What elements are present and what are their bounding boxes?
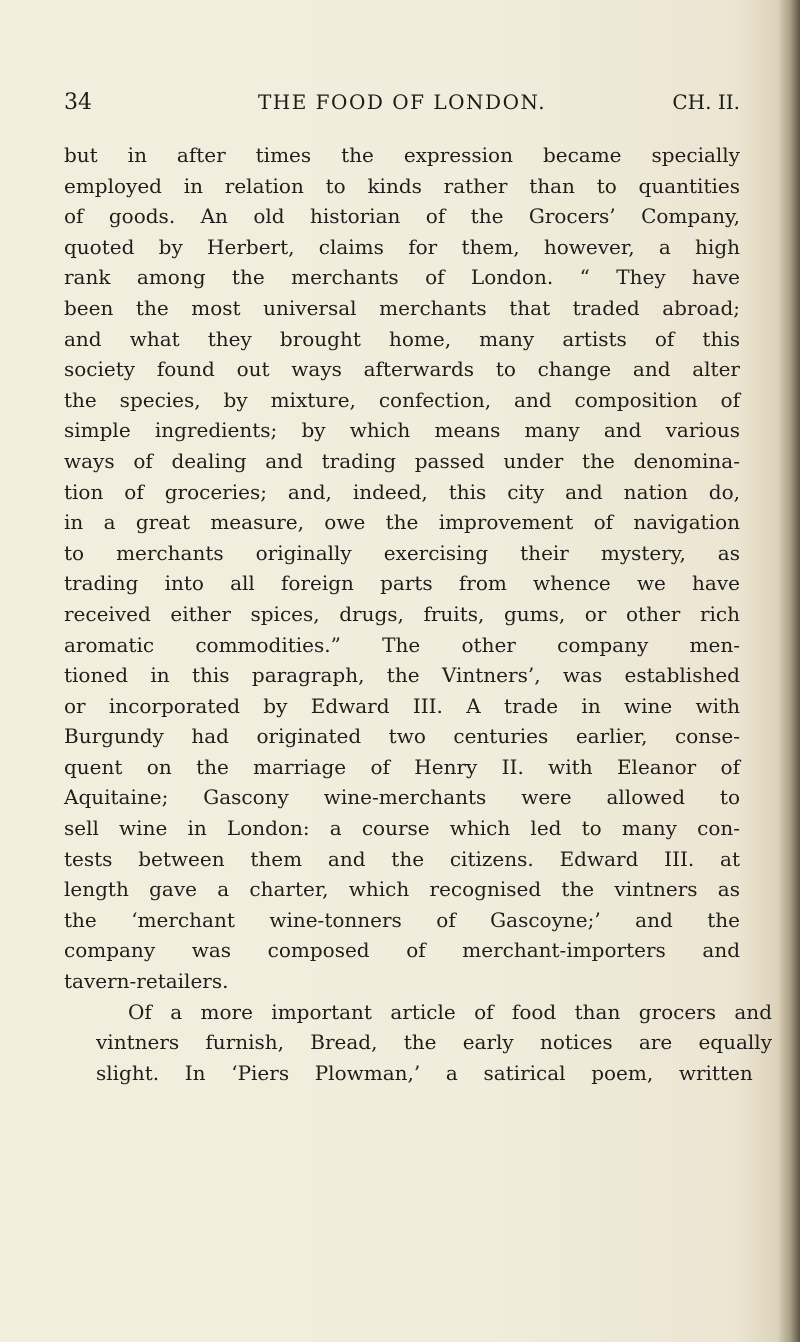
text-line: the ‘merchant wine-tonners of Gascoyne;’ and the	[64, 907, 740, 932]
text-line: sell wine in London: a course which led to many con-	[64, 816, 740, 841]
text-line: Of a more important article of food than grocers and	[128, 999, 772, 1024]
text-line: tests between them and the citizens. Edward III. at	[64, 846, 740, 871]
text-line: rank among the merchants of London. “ They have	[64, 265, 740, 290]
text-line: vintners furnish, Bread, the early notices are equally	[96, 1030, 772, 1055]
text-line: of goods. An old historian of the Grocers’ Company,	[64, 204, 740, 229]
text-line: quoted by Herbert, claims for them, however, a high	[64, 234, 740, 259]
body-text	[64, 140, 772, 1088]
text-line: ways of dealing and trading passed under the denomina-	[64, 448, 740, 473]
text-line: Burgundy had originated two centuries earlier, conse-	[64, 724, 740, 749]
running-title: THE FOOD OF LONDON.	[257, 90, 547, 114]
text-line: slight. In ‘Piers Plowman,’ a satirical poem, written	[96, 1060, 753, 1085]
text-line: employed in relation to kinds rather than to quantities	[64, 173, 740, 198]
text-line: company was composed of merchant-importers and	[64, 938, 740, 963]
text-line: length gave a charter, which recognised the vintners as	[64, 877, 740, 902]
text-line: in a great measure, owe the improvement of navigation	[64, 510, 740, 535]
page-number: 34	[64, 90, 92, 115]
text-line: simple ingredients; by which means many and various	[64, 418, 740, 443]
text-line: society found out ways afterwards to change and alter	[64, 357, 740, 382]
text-line: aromatic commodities.” The other company men-	[64, 632, 740, 657]
text-line: tioned in this paragraph, the Vintners’, was established	[64, 663, 740, 688]
text-line: received either spices, drugs, fruits, gums, or other rich	[64, 601, 740, 626]
text-line: the species, by mixture, confection, and composition of	[64, 387, 740, 412]
text-line: tion of groceries; and, indeed, this city and nation do,	[64, 479, 740, 504]
text-line-last: tavern-retailers.	[64, 969, 229, 994]
text-line: quent on the marriage of Henry II. with Eleanor of	[64, 754, 740, 779]
paragraph-1	[64, 140, 740, 997]
chapter-label: CH. II.	[672, 90, 740, 114]
page-edge-shadow	[778, 0, 800, 1342]
text-line: trading into all foreign parts from whence we have	[64, 571, 740, 596]
text-line: and what they brought home, many artists of this	[64, 326, 740, 351]
text-line: or incorporated by Edward III. A trade in wine with	[64, 693, 740, 718]
text-line: but in after times the expression became specially	[64, 143, 740, 167]
text-line: Aquitaine; Gascony wine-merchants were allowed to	[64, 785, 740, 810]
page-header	[64, 90, 740, 120]
paragraph-2	[64, 997, 772, 1089]
text-line: to merchants originally exercising their mystery, as	[64, 540, 740, 565]
text-line: been the most universal merchants that traded abroad;	[64, 295, 740, 320]
